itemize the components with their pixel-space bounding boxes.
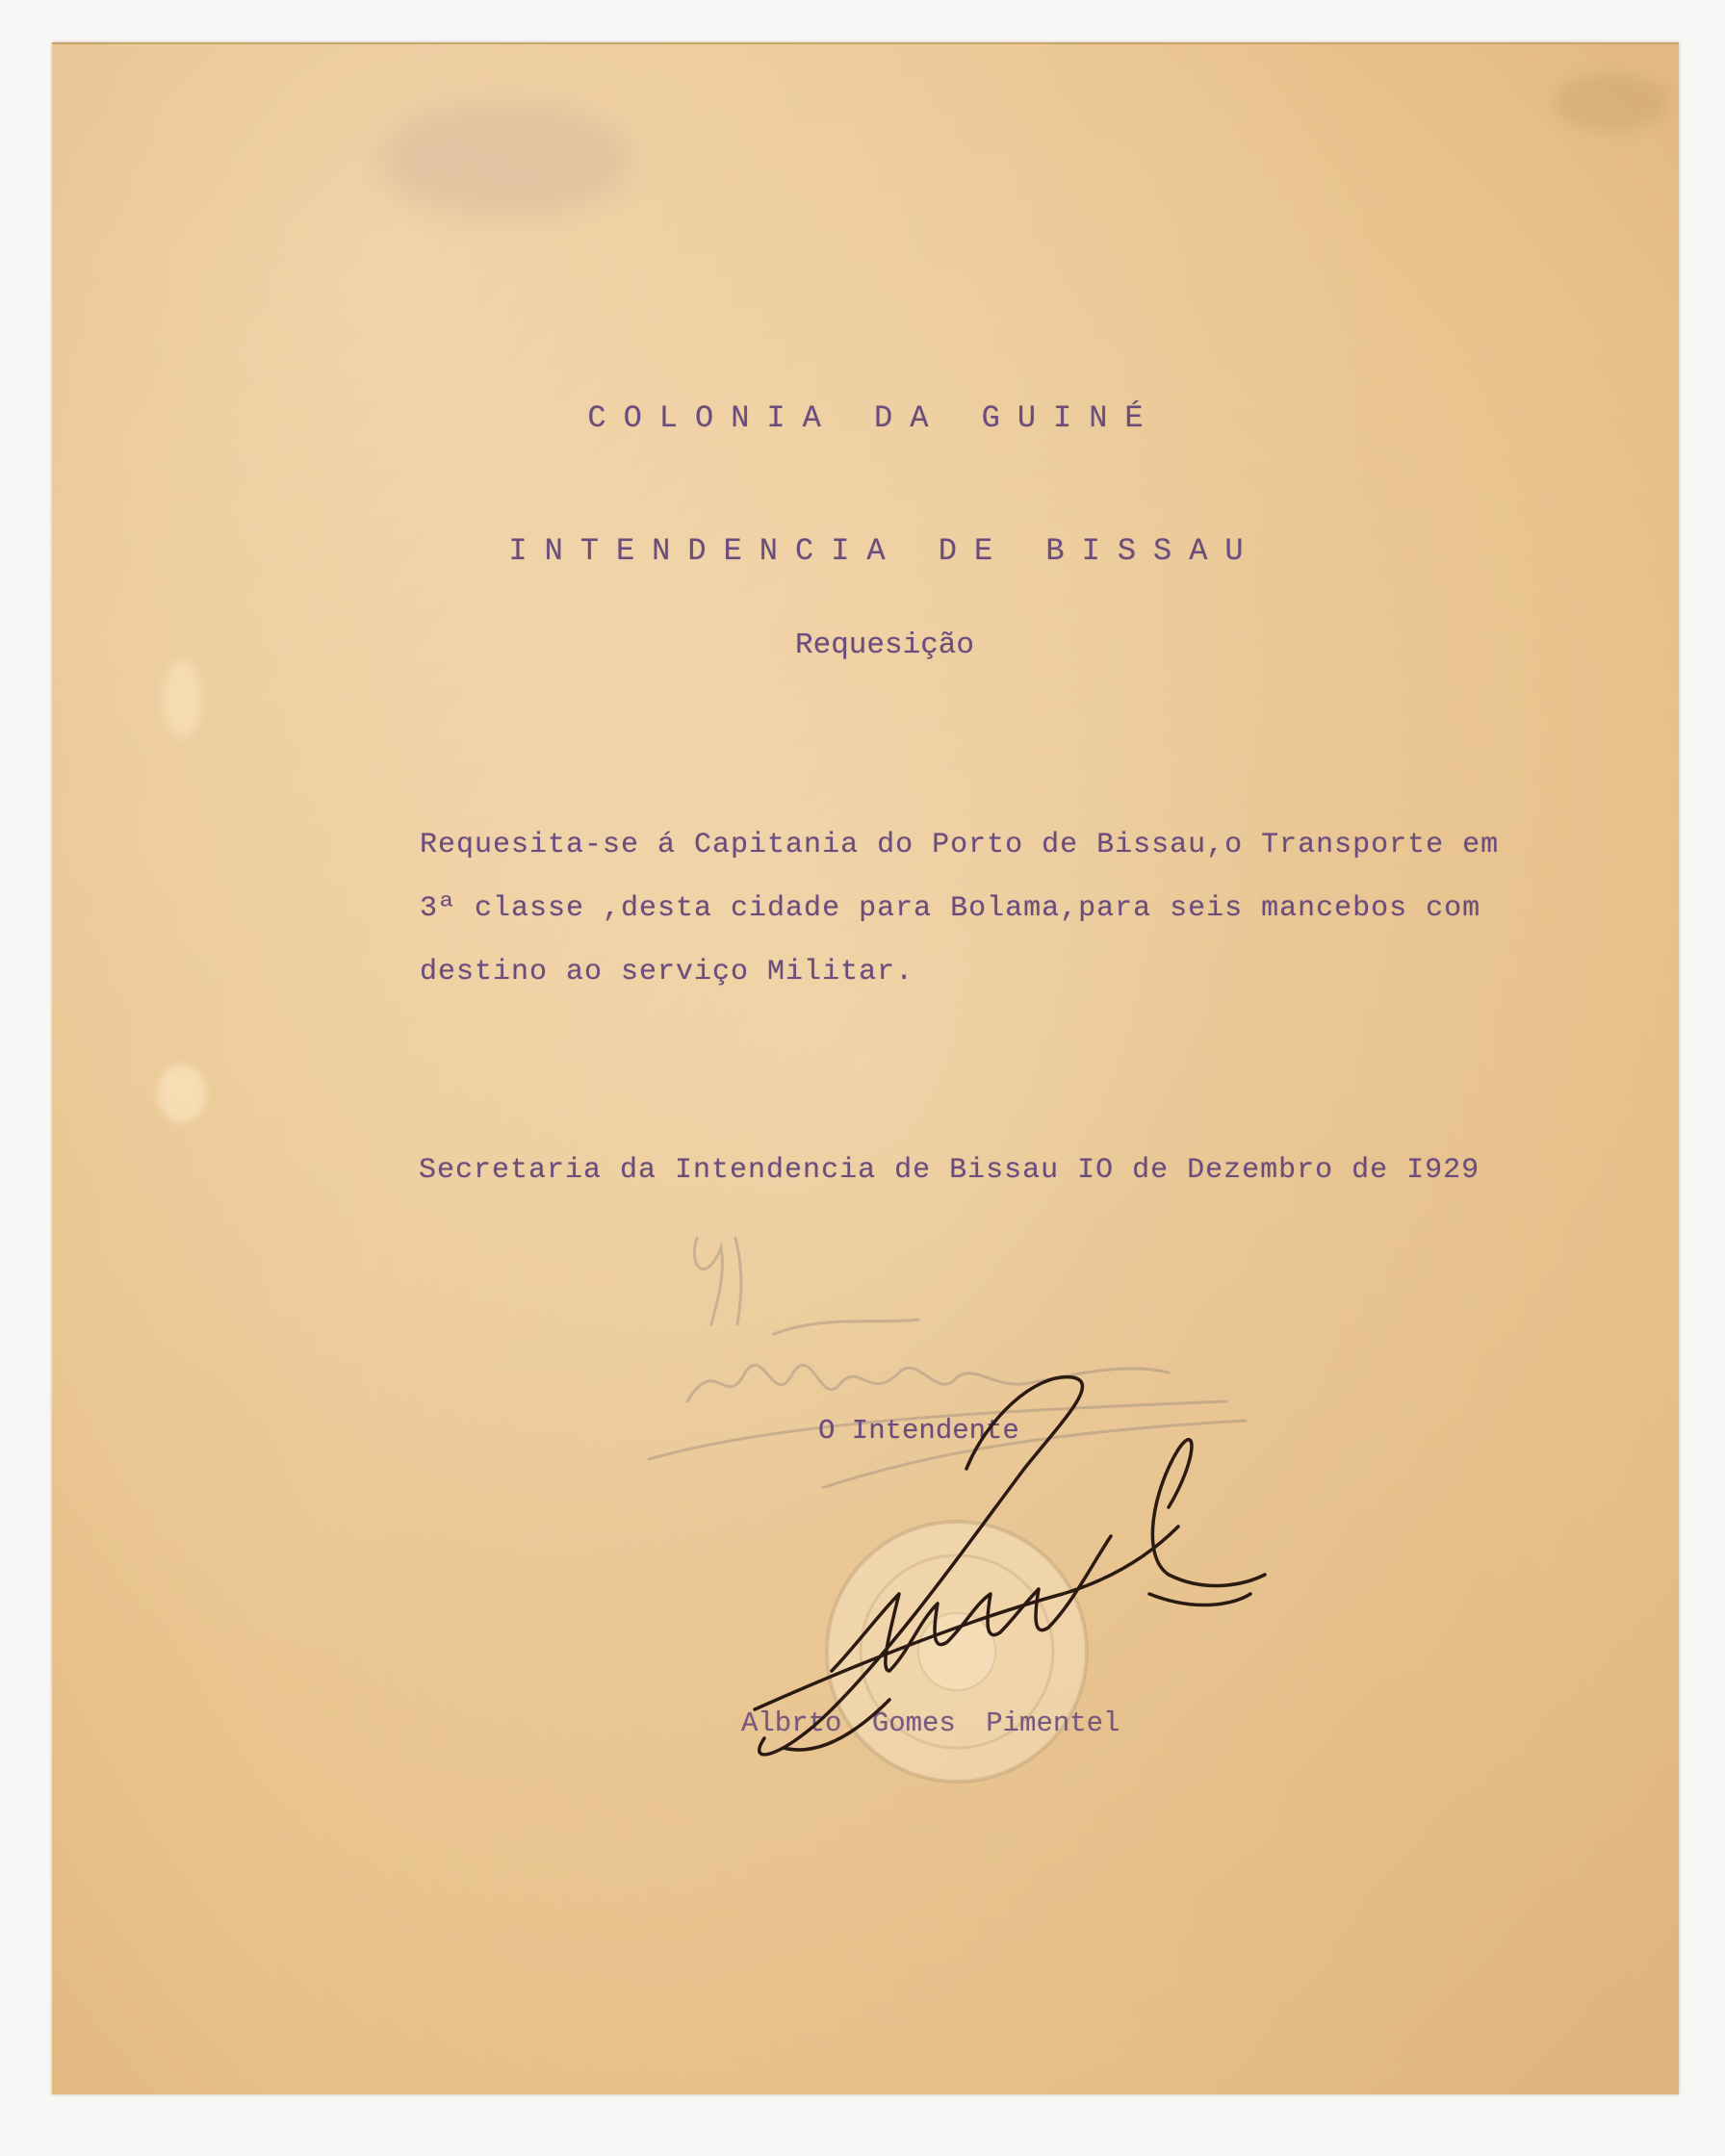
document-title: Requesição: [794, 629, 975, 662]
handwritten-signature: [745, 1363, 1284, 1777]
signatory-name: Albrto Gomes Pimentel: [741, 1707, 1120, 1739]
paper-stain: [163, 660, 201, 737]
body-line: destino ao serviço Militar.: [420, 956, 914, 988]
body-line: 3ª classe ,desta cidade para Bolama,para seis mancebos com: [420, 892, 1481, 925]
paper-stain: [379, 102, 630, 218]
body-line: Requesita-se á Capitania do Porto de Bissau,o Transporte em: [420, 829, 1500, 861]
date-line: Secretaria da Intendencia de Bissau IO de Dezembro de I929: [419, 1154, 1480, 1187]
colony-heading: COLONIA DA GUINÉ: [587, 400, 1161, 436]
office-heading: INTENDENCIA DE BISSAU: [508, 533, 1261, 569]
paper-stain: [158, 1065, 206, 1122]
document-sheet: [52, 42, 1679, 2094]
paper-stain: [1554, 73, 1669, 131]
signature-title: O Intendente: [818, 1415, 1019, 1447]
